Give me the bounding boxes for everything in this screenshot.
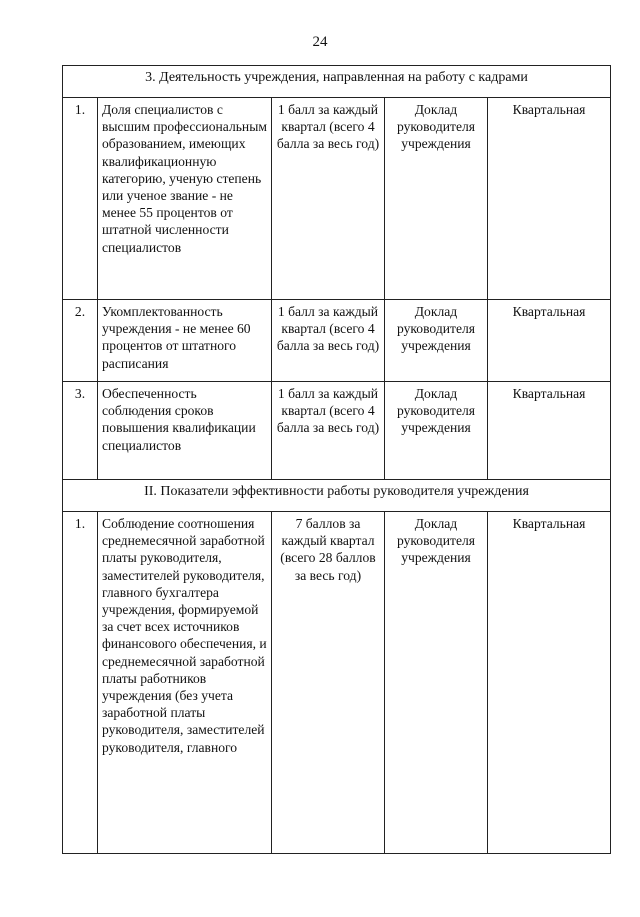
table-row bbox=[63, 382, 611, 480]
row-number: 1. bbox=[63, 512, 98, 854]
score-cell: 1 балл за каждый квартал (всего 4 балла за весь год) bbox=[272, 300, 385, 382]
page-number: 24 bbox=[312, 34, 328, 50]
period-cell: Квартальная bbox=[488, 98, 611, 300]
score-cell: 1 балл за каждый квартал (всего 4 балла за весь год) bbox=[272, 98, 385, 300]
table-row bbox=[63, 300, 611, 382]
section-title: II. Показатели эффективности работы руководителя учреждения bbox=[63, 480, 611, 512]
criterion-cell: Доля специалистов с высшим профессиональным образованием, имеющих квалификационную категорию, ученую степень или ученое звание - не менее 55 процентов от штатной численности специалистов bbox=[98, 98, 272, 300]
criterion-cell: Соблюдение соотношения среднемесячной заработной платы руководителя, заместителей руководителя, главного бухгалтера учреждения, формируемой за счет всех источников финансового обеспечения, и среднемесячной заработной платы работников учреждения (без учета заработной платы руководителя, заместителей руководителя, главного bbox=[98, 512, 272, 854]
criteria-table bbox=[62, 65, 611, 854]
score-cell: 7 баллов за каждый квартал (всего 28 баллов за весь год) bbox=[272, 512, 385, 854]
row-number: 2. bbox=[63, 300, 98, 382]
table-row bbox=[63, 512, 611, 854]
period-cell: Квартальная bbox=[488, 382, 611, 480]
section-title: 3. Деятельность учреждения, направленная на работу с кадрами bbox=[63, 66, 611, 98]
report-form-cell: Доклад руководителя учреждения bbox=[385, 382, 488, 480]
report-form-cell: Доклад руководителя учреждения bbox=[385, 98, 488, 300]
section-header-row bbox=[63, 480, 611, 512]
section-header-row bbox=[63, 66, 611, 98]
criterion-cell: Укомплектованность учреждения - не менее 60 процентов от штатного расписания bbox=[98, 300, 272, 382]
score-cell: 1 балл за каждый квартал (всего 4 балла за весь год) bbox=[272, 382, 385, 480]
table-row bbox=[63, 98, 611, 300]
report-form-cell: Доклад руководителя учреждения bbox=[385, 512, 488, 854]
row-number: 1. bbox=[63, 98, 98, 300]
report-form-cell: Доклад руководителя учреждения bbox=[385, 300, 488, 382]
criterion-cell: Обеспеченность соблюдения сроков повышения квалификации специалистов bbox=[98, 382, 272, 480]
row-number: 3. bbox=[63, 382, 98, 480]
period-cell: Квартальная bbox=[488, 512, 611, 854]
period-cell: Квартальная bbox=[488, 300, 611, 382]
